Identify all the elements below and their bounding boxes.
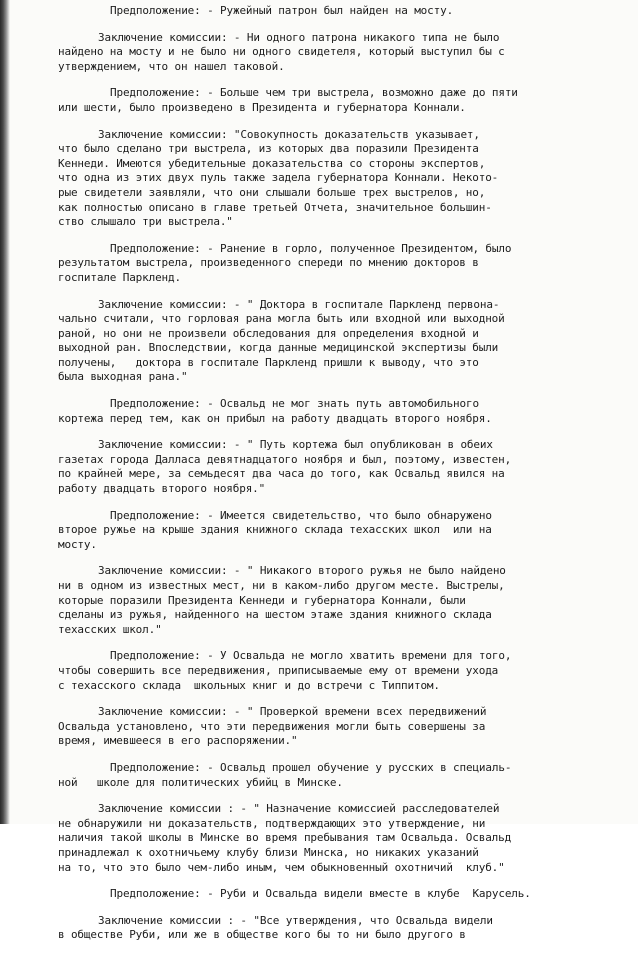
text-line: Предположение: - Ружейный патрон был найден на мосту.: [110, 4, 454, 17]
assumption-paragraph: [58, 86, 578, 115]
text-line: чально считали, что горловая рана могла быть или входной или выходной: [58, 312, 505, 326]
text-line: ни в одном из известных мест, ни в каком-либо другом месте. Выстрелы,: [58, 579, 505, 592]
text-line: Предположение: - Ранение в горло, полученное Президентом, было: [110, 241, 512, 255]
typed-text-body: [58, 4, 578, 955]
text-line: мосту.: [58, 537, 97, 551]
text-line: Заключение комиссии : - " Назначение комиссией расследователей: [98, 802, 500, 816]
commission-conclusion-paragraph: [58, 128, 578, 230]
text-line: Предположение: - Освальд не мог знать путь автомобильного: [110, 397, 479, 411]
text-line: Кеннеди. Имеются убедительные доказательства со стороны экспертов,: [58, 156, 486, 170]
text-line: время, имевшееся в его распоряжении.": [58, 734, 298, 748]
text-line: Предположение: - Имеется свидетельство, что было обнаружено: [110, 508, 492, 522]
text-line: принадлежал к охотничьему клубу близи Минска, но никаких указаний: [58, 845, 479, 859]
text-line: Предположение: - Руби и Освальда видели вместе в клубе Карусель.: [110, 887, 531, 901]
text-line: найдено на мосту и не было ни одного свидетеля, который выступил бы с: [58, 45, 505, 59]
text-line: кортежа перед тем, как он прибыл на работу двадцать второго ноября.: [58, 411, 492, 425]
text-line: Заключение комиссии: - " Доктора в госпитале Паркленд первона-: [98, 297, 500, 311]
text-line: наличия такой школы в Минске во время пребывания там Освальда. Освальд: [58, 831, 512, 845]
text-line: Предположение: - Освальд прошел обучение у русских в специаль-: [110, 760, 512, 774]
text-line: что было сделано три выстрела, из которых два поразили Президента: [58, 142, 479, 156]
assumption-paragraph: [58, 397, 578, 426]
text-line: раной, но они не произвели обследования для определения входной и: [58, 326, 479, 340]
text-line: ство слышало три выстрела.": [58, 215, 233, 229]
commission-conclusion-paragraph: [58, 802, 578, 875]
text-line: выходной ран. Впоследствии, когда данные медицинской экспертизы были: [58, 341, 499, 355]
assumption-paragraph: [58, 887, 578, 902]
text-line: газетах города Далласа девятнадцатого ноября и был, поэтому, известен,: [58, 452, 512, 466]
text-line: результатом выстрела, произведенного спереди по мнению докторов в: [58, 256, 479, 270]
assumption-paragraph: [58, 509, 578, 553]
text-line: с техасского склада школьных книг и до встречи с Типпитом.: [58, 678, 440, 692]
commission-conclusion-paragraph: [58, 438, 578, 496]
text-line: Предположение: - Больше чем три выстрела, возможно даже до пяти: [110, 86, 518, 100]
text-line: не обнаружили ни доказательств, подтверждающих это утверждение, ни: [58, 816, 486, 830]
assumption-paragraph: [58, 761, 578, 790]
text-line: которые поразили Президента Кеннеди и губернатора Коннали, были: [58, 593, 466, 607]
text-line: чтобы совершить все передвижения, приписываемые ему от времени ухода: [58, 663, 499, 677]
text-line: Заключение комиссии: - " Никакого второго ружья не было найдено: [98, 564, 506, 578]
commission-conclusion-paragraph: [58, 31, 578, 75]
text-line: получены, доктора в госпитале Паркленд пришли к выводу, что это: [58, 355, 479, 369]
assumption-paragraph: [58, 242, 578, 286]
scan-binding-edge: [0, 0, 10, 824]
text-line: Заключение комиссии: - Ни одного патрона никакого типа не было: [98, 30, 500, 44]
text-line: второе ружье на крыше здания книжного склада техасских школ или на: [58, 523, 492, 537]
text-line: Освальда установлено, что эти передвижения могли быть совершены за: [58, 719, 486, 733]
text-line: или шести, было произведено в Президента и губернатора Коннали.: [58, 100, 466, 114]
text-line: Заключение комиссии: - " Проверкой времени всех передвижений: [98, 705, 487, 719]
text-line: как полностью описано в главе третьей Отчета, значительное большин-: [58, 200, 492, 214]
text-line: рые свидетели заявляли, что они слышали больше трех выстрелов, но,: [58, 185, 486, 199]
commission-conclusion-paragraph: [58, 298, 578, 386]
text-line: в обществе Руби, или же в обществе кого бы то ни было другого в: [58, 928, 466, 942]
assumption-paragraph: [58, 649, 578, 693]
text-line: сделаны из ружья, найденного на шестом этаже здания книжного склада: [58, 608, 492, 622]
commission-conclusion-paragraph: [58, 705, 578, 749]
commission-conclusion-paragraph: [58, 914, 578, 943]
text-line: работу двадцать второго ноября.": [58, 482, 266, 496]
commission-conclusion-paragraph: [58, 564, 578, 637]
assumption-paragraph: [58, 4, 578, 19]
text-line: госпитале Паркленд.: [58, 270, 181, 284]
text-line: Заключение комиссии: - " Путь кортежа был опубликован в обеих: [98, 438, 493, 452]
text-line: утверждением, что он нашел таковой.: [58, 59, 285, 73]
text-line: техасских школ.": [58, 622, 162, 636]
text-line: на то, что это было чем-либо иным, чем обыкновенный охотничий клуб.": [58, 860, 505, 874]
text-line: что одна из этих двух пуль также задела губернатора Коннали. Некото-: [58, 171, 499, 185]
text-line: Заключение комиссии: "Совокупность доказательств указывает,: [98, 127, 480, 141]
text-line: по крайней мере, за семьдесят два часа до того, как Освальд явился на: [58, 467, 505, 481]
text-line: Заключение комиссии : - "Все утверждения, что Освальда видели: [98, 913, 493, 927]
text-line: ной школе для политических убийц в Минске.: [58, 775, 343, 789]
text-line: была выходная рана.": [58, 370, 188, 384]
text-line: Предположение: - У Освальда не могло хватить времени для того,: [110, 649, 512, 663]
